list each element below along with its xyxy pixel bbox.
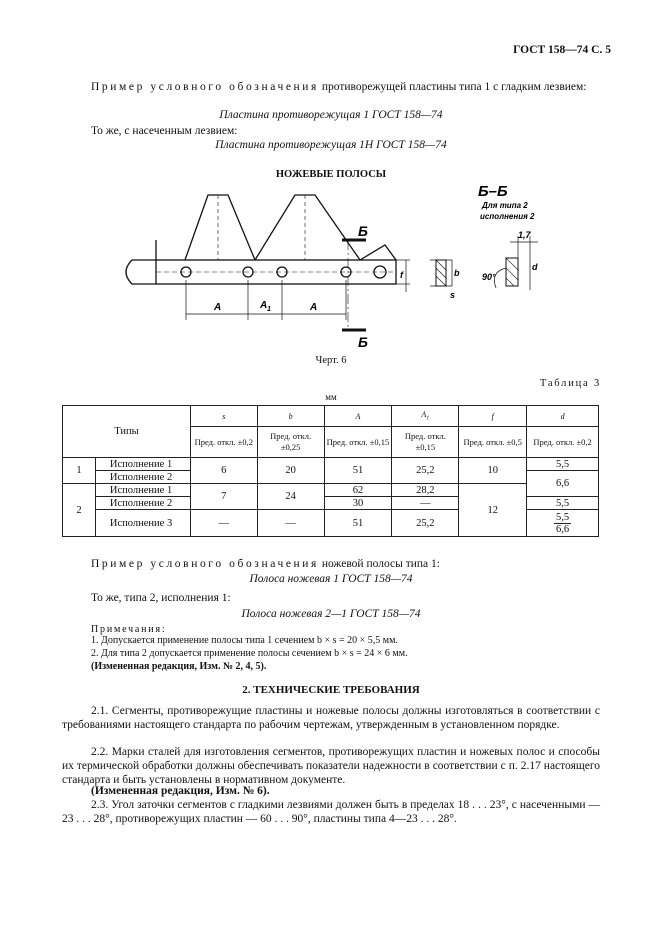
table-row: Исполнение 2 30 — 5,5 [63,497,599,510]
segment-3 [360,245,396,260]
dim-A1: A [260,300,268,311]
para-2-2: 2.2. Марки сталей для изготовления сегментов, противорежущих пластин и ножевых полос и способы их термической обработки должны обеспечивать показатели надежности в соответствии с п. 2.17 настоящего стандарта и быть установлены в нормативном документе. [62,746,600,786]
col-b: b [257,406,324,427]
cut-label-bottom: Б [358,334,368,350]
example2-designation2: Полоса ножевая 2—1 ГОСТ 158—74 [241,608,421,620]
dim-1-7: 1,7 [518,230,531,240]
table-unit: мм [325,392,337,402]
section2-title: 2. ТЕХНИЧЕСКИЕ ТРЕБОВАНИЯ [242,684,420,696]
segment-1 [185,195,255,260]
example2-designation: Полоса ножевая 1 ГОСТ 158—74 [249,573,413,585]
tol-s: Пред. откл. ±0,2 [190,427,257,458]
example1-paragraph [62,80,600,94]
tol-A: Пред. откл. ±0,15 [324,427,392,458]
notes-edited: (Измененная редакция, Изм. № 2, 4, 5). [91,661,267,672]
dim-A1-sub: 1 [267,306,271,313]
table-3 [62,405,599,537]
page-header: ГОСТ 158—74 С. 5 [513,44,611,56]
tol-f: Пред. откл. ±0,5 [459,427,527,458]
example2-same: То же, типа 2, исполнения 1: [91,592,231,604]
section-note-1: Для типа 2 [482,201,528,210]
table-row: 1 Исполнение 1 6 20 51 25,2 10 5,5 [63,458,599,471]
cut-label-top: Б [358,223,368,239]
type-2: 2 [63,484,96,537]
dim-d: d [532,262,538,272]
dim-90: 90° [482,272,496,282]
table-row: 2 Исполнение 1 7 24 62 28,2 12 [63,484,599,497]
strip-left-end [126,260,156,284]
drawing-6 [110,180,550,350]
para-2-3: 2.3. Угол заточки сегментов с гладкими лезвиями должен быть в пределах 18 . . . 23°, с насеченными — 23 . . . 28°, противорежущих пластин — 60 . . . 90°, пластины типа 4—23 . . . 28°. [62,799,600,825]
col-A1: $A_1$ [392,406,459,427]
table-row: Исполнение 3 — — 51 25,2 $\frac{5,5}{6,6}$ [63,510,599,537]
table-label: Таблица 3 [539,378,601,389]
note-1: 1. Допускается применение полосы типа 1 сечением b × s = 20 × 5,5 мм. [91,635,398,646]
section-label: Б–Б [478,183,508,200]
notes-title: Примечания: [91,624,167,635]
d-fraction: $\frac{5,5}{6,6}$ [556,511,570,535]
col-f: f [459,406,527,427]
drawing-title: НОЖЕВЫЕ ПОЛОСЫ [275,169,387,180]
dim-f: f [400,270,403,280]
example1-same: То же, с насеченным лезвием: [91,125,238,137]
note-2: 2. Для типа 2 допускается применение полосы сечением b × s = 24 × 6 мм. [91,648,408,659]
col-s: s [190,406,257,427]
example1-designation2: Пластина противорежущая 1Н ГОСТ 158—74 [215,139,447,151]
section-note-2: исполнения 2 [480,212,535,221]
col-A: A [324,406,392,427]
table-row: Исполнение 2 6,6 [63,471,599,484]
section2-edited: (Измененная редакция, Изм. № 6). [91,785,270,797]
para-2-1: 2.1. Сегменты, противорежущие пластины и ножевые полосы должны изготовляться в соответствии с требованиями настоящего стандарта по рабочим чертежам, утвержденным в установленном порядке. [62,705,600,731]
type-1: 1 [63,458,96,484]
types-header: Типы [63,406,191,458]
example1-spaced: Пример условного обозначения [91,81,319,93]
dim-b: b [454,268,460,278]
col-d: d [527,406,599,427]
example1-rest: противорежущей пластины типа 1 с гладким лезвием: [318,81,587,93]
example1-designation: Пластина противорежущая 1 ГОСТ 158—74 [219,109,443,121]
drawing-caption: Черт. 6 [315,355,347,366]
dim-A-1: A [214,302,222,313]
tol-A1: Пред. откл. ±0,15 [392,427,459,458]
dim-s: s [450,290,456,300]
tol-d: Пред. откл. ±0,2 [527,427,599,458]
example2-paragraph: Пример условного обозначения ножевой полосы типа 1: [91,558,440,570]
tol-b: Пред. откл. ±0,25 [257,427,324,458]
segment-2 [255,195,360,260]
dim-A-2: A [310,302,318,313]
